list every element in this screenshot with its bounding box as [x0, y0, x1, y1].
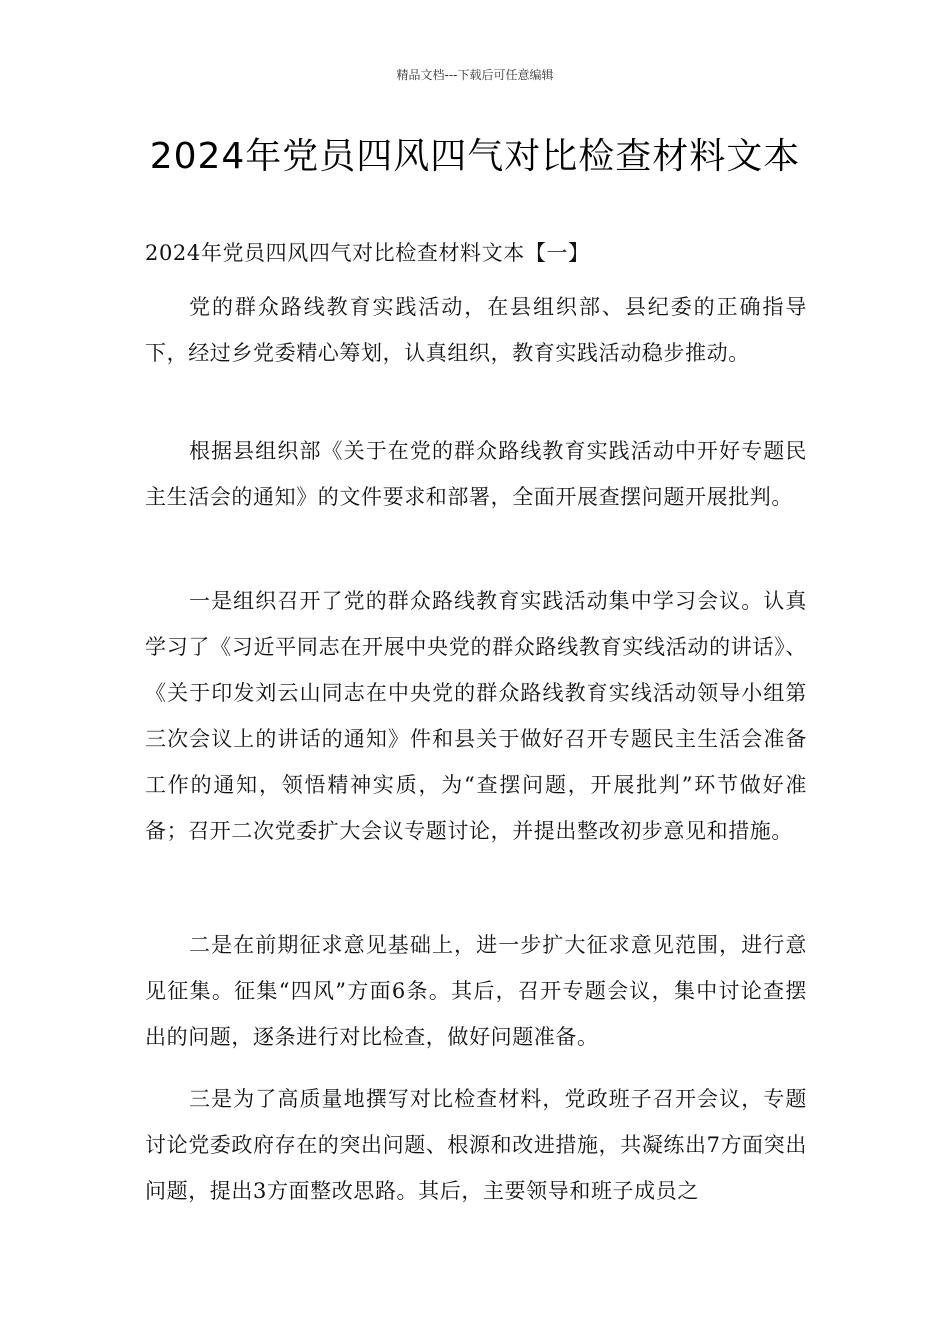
paragraph-3: 一是组织召开了党的群众路线教育实践活动集中学习会议。认真学习了《习近平同志在开展中央党的群众路线教育实线活动的讲话》、《关于印发刘云山同志在中央党的群众路线教育实线活动领导小组第三次会议上的讲话的通知》件和县关于做好召开专题民主生活会准备工作的通知，领悟精神实质，为“查摆问题，开展批判”环节做好准备；召开二次党委扩大会议专题讨论，并提出整改初步意见和措施。: [145, 589, 807, 843]
header-note: 精品文档---下载后可任意编辑: [396, 68, 554, 82]
paragraph-5: 三是为了高质量地撰写对比检查材料，党政班子召开会议，专题讨论党委政府存在的突出问题、根源和改进措施，共凝练出7方面突出问题，提出3方面整改思路。其后，主要领导和班子成员之: [145, 1087, 807, 1203]
paragraph-1: 党的群众路线教育实践活动，在县组织部、县纪委的正确指导下，经过乡党委精心筹划，认真组织，教育实践活动稳步推动。: [145, 295, 807, 365]
paragraph-2: 根据县组织部《关于在党的群众路线教育实践活动中开好专题民主生活会的通知》的文件要求和部署，全面开展查摆问题开展批判。: [145, 439, 807, 509]
section-heading: 2024年党员四风四气对比检查材料文本【一】: [145, 241, 590, 265]
paragraph-4: 二是在前期征求意见基础上，进一步扩大征求意见范围，进行意见征集。征集“四风”方面6条。其后，召开专题会议，集中讨论查摆出的问题，逐条进行对比检查，做好问题准备。: [145, 933, 807, 1049]
document-title: 2024年党员四风四气对比检查材料文本: [149, 136, 801, 177]
